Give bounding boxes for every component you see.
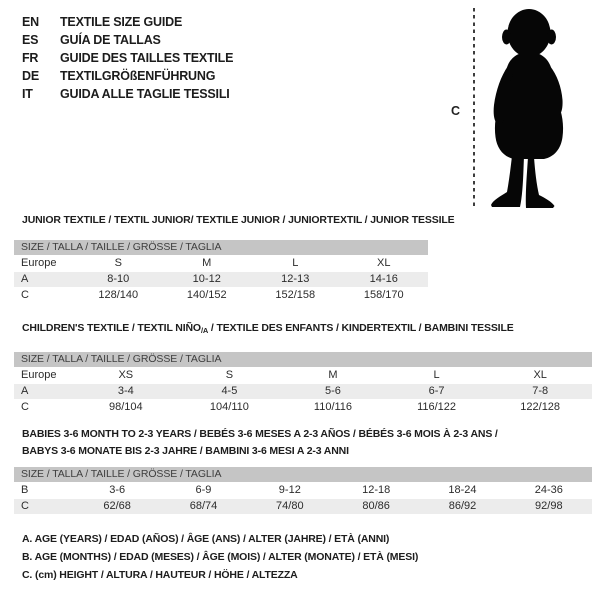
language-title: TEXTILE SIZE GUIDE	[60, 15, 183, 29]
language-title: TEXTILGRÖßENFÜHRUNG	[60, 69, 216, 83]
row-label: A	[21, 385, 29, 397]
children-title-subscript: /A	[200, 326, 209, 335]
size-cell: S	[225, 369, 234, 381]
height-cell: 86/92	[448, 500, 477, 512]
age-cell: 6-9	[195, 484, 212, 496]
age-cell: 18-24	[448, 484, 477, 496]
language-row	[22, 31, 233, 49]
table-row-age	[14, 384, 592, 399]
junior-table-title: JUNIOR TEXTILE / TEXTIL JUNIOR/ TEXTILE JUNIOR / JUNIORTEXTIL / JUNIOR TESSILE	[22, 214, 455, 226]
language-code: IT	[22, 87, 33, 101]
height-measure-dashed-line	[473, 8, 475, 209]
age-cell: 24-36	[534, 484, 563, 496]
height-cell: 152/158	[275, 289, 316, 301]
age-cell: 10-12	[192, 273, 221, 285]
age-cell: 12-18	[362, 484, 391, 496]
age-cell: 4-5	[221, 385, 238, 397]
footnote-legend	[22, 530, 418, 584]
height-cell: 128/140	[98, 289, 139, 301]
table-row-height	[14, 288, 428, 303]
babies-size-table	[14, 467, 592, 514]
language-title: GUIDE DES TAILLES TEXTILE	[60, 51, 234, 65]
row-label: C	[21, 401, 29, 413]
size-cell: S	[114, 257, 122, 269]
age-cell: 3-4	[117, 385, 134, 397]
footnote-c: C. (cm) HEIGHT / ALTURA / HAUTEUR / HÖHE / ALTEZZA	[22, 569, 298, 581]
row-label: Europe	[21, 257, 57, 269]
row-label: A	[21, 273, 29, 285]
baby-silhouette	[482, 6, 574, 212]
table-row-height	[14, 400, 592, 415]
size-header-bar: SIZE / TALLA / TAILLE / GRÖSSE / TAGLIA	[14, 352, 592, 367]
children-title-text: CHILDREN'S TEXTILE / TEXTIL NIÑO	[22, 322, 201, 334]
babies-title-line2: BABYS 3-6 MONATE BIS 2-3 JAHRE / BAMBINI 3-6 MESI A 2-3 ANNI	[22, 445, 349, 457]
size-cell: M	[202, 257, 212, 269]
language-row	[22, 85, 233, 103]
height-cell: 158/170	[363, 289, 404, 301]
row-label: C	[21, 500, 29, 512]
age-cell: 3-6	[109, 484, 126, 496]
height-cell: 110/116	[313, 401, 353, 413]
babies-title-line1: BABIES 3-6 MONTH TO 2-3 YEARS / BEBÉS 3-6 MESES A 2-3 AÑOS / BÉBÉS 3-6 MOIS À 2-3 ANS /	[22, 428, 498, 440]
children-size-table	[14, 352, 592, 415]
table-row-europe	[14, 368, 592, 383]
size-cell: XS	[118, 369, 134, 381]
height-cell: 68/74	[189, 500, 218, 512]
row-label: C	[21, 289, 29, 301]
height-cell: 98/104	[108, 401, 143, 413]
height-measure-label: C	[451, 104, 461, 118]
language-code: DE	[22, 69, 39, 83]
age-cell: 14-16	[369, 273, 398, 285]
footnote-a: A. AGE (YEARS) / EDAD (AÑOS) / ÂGE (ANS) / ALTER (JAHRE) / ETÀ (ANNI)	[22, 533, 390, 545]
size-cell: XL	[533, 369, 547, 381]
language-code: FR	[22, 51, 39, 65]
table-row-age-months	[14, 483, 592, 498]
age-cell: 8-10	[107, 273, 130, 285]
language-row	[22, 13, 233, 31]
size-cell: XL	[377, 257, 391, 269]
language-row	[22, 67, 233, 85]
junior-size-table	[14, 240, 428, 303]
age-cell: 5-6	[325, 385, 341, 397]
babies-table-title	[22, 426, 498, 460]
size-header-bar: SIZE / TALLA / TAILLE / GRÖSSE / TAGLIA	[14, 467, 592, 482]
table-row-europe	[14, 256, 428, 271]
age-cell: 9-12	[278, 484, 301, 496]
table-row-age	[14, 272, 428, 287]
footnote-b: B. AGE (MONTHS) / EDAD (MESES) / ÂGE (MOIS) / ALTER (MONATE) / ETÀ (MESI)	[22, 551, 419, 563]
height-cell: 122/128	[520, 401, 561, 413]
language-title: GUIDA ALLE TAGLIE TESSILI	[60, 87, 230, 101]
language-title-list	[22, 13, 233, 103]
children-table-title	[22, 322, 514, 335]
height-cell: 104/110	[209, 401, 249, 413]
age-cell: 7-8	[532, 385, 549, 397]
size-header-bar: SIZE / TALLA / TAILLE / GRÖSSE / TAGLIA	[14, 240, 428, 255]
language-code: EN	[22, 15, 39, 29]
height-cell: 74/80	[276, 500, 304, 512]
children-title-text: / TEXTILE DES ENFANTS / KINDERTEXTIL / BAMBINI TESSILE	[208, 322, 514, 334]
row-label: Europe	[21, 369, 57, 381]
language-code: ES	[22, 33, 39, 47]
language-row	[22, 49, 233, 67]
age-cell: 6-7	[428, 385, 445, 397]
row-label: B	[21, 484, 29, 496]
language-title: GUÍA DE TALLAS	[60, 33, 161, 47]
height-cell: 92/98	[535, 500, 563, 512]
size-cell: L	[433, 369, 440, 381]
table-row-height	[14, 499, 592, 514]
size-cell: M	[328, 369, 338, 381]
height-cell: 140/152	[186, 289, 227, 301]
age-cell: 12-13	[281, 273, 310, 285]
size-cell: L	[292, 257, 299, 269]
height-cell: 62/68	[103, 500, 131, 512]
height-cell: 116/122	[417, 401, 457, 413]
height-cell: 80/86	[362, 500, 390, 512]
